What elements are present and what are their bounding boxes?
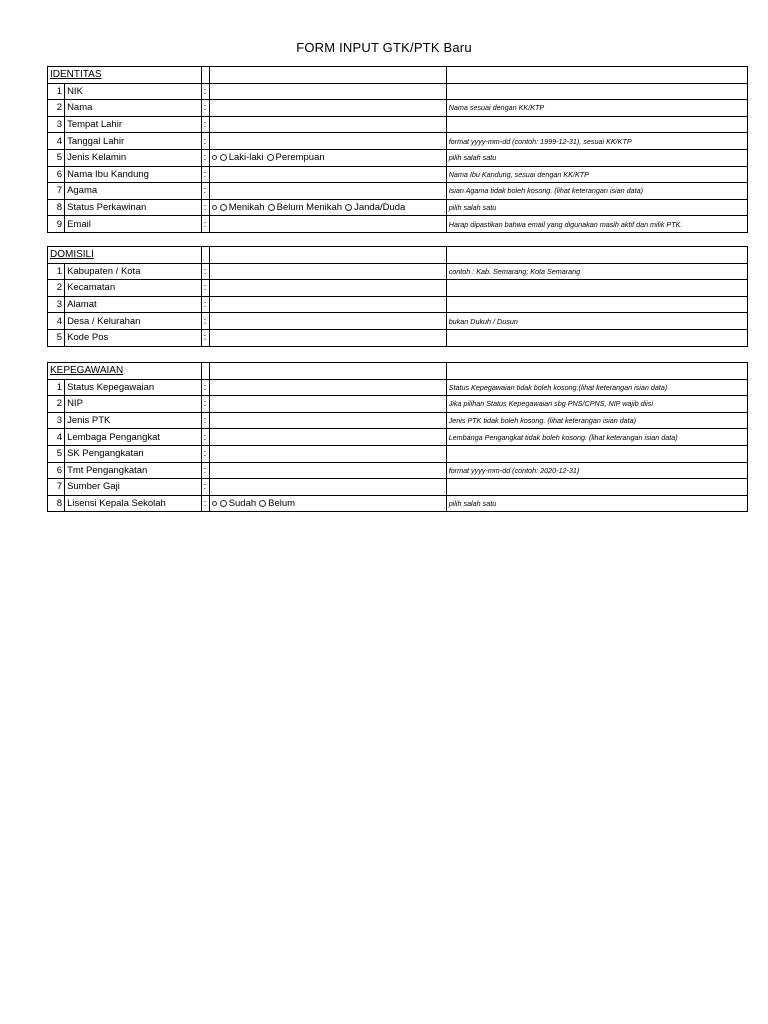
form-title: FORM INPUT GTK/PTK Baru: [296, 40, 472, 55]
colon-separator: :: [201, 149, 209, 166]
field-input-cell[interactable]: [209, 199, 446, 216]
row-number: 2: [48, 280, 65, 297]
row-number: 5: [48, 329, 65, 346]
field-note: pilih salah satu: [446, 495, 747, 512]
row-number: 3: [48, 116, 65, 133]
field-input-cell[interactable]: [209, 166, 446, 183]
field-input-cell[interactable]: [209, 329, 446, 346]
field-label: Status Kepegawaian: [65, 379, 202, 396]
form-row: [48, 100, 748, 117]
row-number: 7: [48, 183, 65, 200]
colon-separator: :: [201, 166, 209, 183]
section-header: KEPEGAWAIAN: [48, 363, 202, 380]
field-input-cell[interactable]: [209, 495, 446, 512]
field-note: [446, 83, 747, 100]
form-row: [48, 149, 748, 166]
colon-separator: :: [201, 296, 209, 313]
colon-separator: :: [201, 183, 209, 200]
colon-separator: :: [201, 429, 209, 446]
section-identitas: [47, 66, 748, 233]
radio-button[interactable]: [345, 204, 352, 211]
field-label: Lembaga Pengangkat: [65, 429, 202, 446]
colon-separator: :: [201, 133, 209, 150]
colon-separator: :: [201, 116, 209, 133]
field-note: Harap dipastikan bahwa email yang digunakan masih aktif dan milik PTK.: [446, 216, 747, 233]
field-input-cell[interactable]: [209, 429, 446, 446]
colon-separator: :: [201, 313, 209, 330]
form-row: [48, 83, 748, 100]
field-note: [446, 296, 747, 313]
row-number: 1: [48, 379, 65, 396]
row-number: 9: [48, 216, 65, 233]
form-row: [48, 396, 748, 413]
field-input-cell[interactable]: [209, 216, 446, 233]
field-label: NIK: [65, 83, 202, 100]
radio-button[interactable]: [267, 154, 274, 161]
field-label: Kabupaten / Kota: [65, 263, 202, 280]
field-input-cell[interactable]: [209, 83, 446, 100]
colon-separator: :: [201, 280, 209, 297]
row-number: 3: [48, 412, 65, 429]
colon-separator: :: [201, 329, 209, 346]
radio-button[interactable]: [220, 154, 227, 161]
field-note: [446, 479, 747, 496]
field-note: pilih salah satu: [446, 149, 747, 166]
field-label: Status Perkawinan: [65, 199, 202, 216]
row-number: 5: [48, 445, 65, 462]
section-header-row: [48, 67, 748, 84]
form-row: [48, 216, 748, 233]
field-note: [446, 445, 747, 462]
section-header-row: [48, 363, 748, 380]
radio-icon: [212, 205, 217, 210]
field-label: Kode Pos: [65, 329, 202, 346]
row-number: 6: [48, 166, 65, 183]
radio-option-label: Menikah: [228, 202, 265, 214]
field-label: SK Pengangkatan: [65, 445, 202, 462]
form-row: [48, 263, 748, 280]
field-input-cell[interactable]: [209, 100, 446, 117]
field-note: [446, 116, 747, 133]
field-label: Sumber Gaji: [65, 479, 202, 496]
row-number: 4: [48, 133, 65, 150]
row-number: 8: [48, 495, 65, 512]
form-row: [48, 462, 748, 479]
radio-button[interactable]: [259, 500, 266, 507]
field-note: Nama Ibu Kandung, sesuai dengan KK/KTP: [446, 166, 747, 183]
field-note: format yyyy-mm-dd (contoh: 1999-12-31), sesuai KK/KTP: [446, 133, 747, 150]
radio-option-label: Perempuan: [275, 152, 325, 164]
form-row: [48, 296, 748, 313]
form-row: [48, 479, 748, 496]
section-header-row: [48, 247, 748, 264]
field-note: Jika pilihan Status Kepegawaian sbg PNS/CPNS, NIP wajib diisi: [446, 396, 747, 413]
form-row: [48, 329, 748, 346]
row-number: 3: [48, 296, 65, 313]
field-label: NIP: [65, 396, 202, 413]
field-label: Desa / Kelurahan: [65, 313, 202, 330]
field-label: Tmt Pengangkatan: [65, 462, 202, 479]
radio-option-label: Belum: [268, 498, 296, 510]
colon-separator: :: [201, 495, 209, 512]
field-label: Email: [65, 216, 202, 233]
form-row: [48, 429, 748, 446]
radio-button[interactable]: [220, 500, 227, 507]
row-number: 2: [48, 396, 65, 413]
field-note: format yyyy-mm-dd (contoh: 2020-12-31): [446, 462, 747, 479]
colon-separator: :: [201, 100, 209, 117]
radio-option-label: Laki-laki: [228, 152, 264, 164]
colon-separator: :: [201, 445, 209, 462]
section-header-colon-cell: [201, 67, 209, 84]
form-row: [48, 133, 748, 150]
form-row: [48, 116, 748, 133]
section-header: DOMISILI: [48, 247, 202, 264]
field-input-cell[interactable]: [209, 149, 446, 166]
colon-separator: :: [201, 263, 209, 280]
field-input-cell[interactable]: [209, 313, 446, 330]
form-row: [48, 313, 748, 330]
field-note: Jenis PTK tidak boleh kosong. (lihat keterangan isian data): [446, 412, 747, 429]
form-row: [48, 445, 748, 462]
radio-option-label: Belum Menikah: [276, 202, 343, 214]
field-label: Tanggal Lahir: [65, 133, 202, 150]
field-label: Kecamatan: [65, 280, 202, 297]
form-row: [48, 183, 748, 200]
field-label: Tempat Lahir: [65, 116, 202, 133]
field-label: Jenis PTK: [65, 412, 202, 429]
colon-separator: :: [201, 379, 209, 396]
row-number: 8: [48, 199, 65, 216]
field-label: Nama: [65, 100, 202, 117]
radio-icon: [212, 501, 217, 506]
field-note: Lembanga Pengangkat tidak boleh kosong. (lihat keterangan isian data): [446, 429, 747, 446]
form-row: [48, 199, 748, 216]
section-header-colon-cell: [201, 247, 209, 264]
field-note: contoh : Kab. Semarang; Kota Semarang: [446, 263, 747, 280]
colon-separator: :: [201, 199, 209, 216]
section-kepegawaian: [47, 362, 748, 512]
row-number: 2: [48, 100, 65, 117]
field-input-cell[interactable]: [209, 116, 446, 133]
field-input-cell[interactable]: [209, 479, 446, 496]
section-header-note-cell: [446, 363, 747, 380]
row-number: 1: [48, 83, 65, 100]
field-label: Agama: [65, 183, 202, 200]
colon-separator: :: [201, 396, 209, 413]
row-number: 1: [48, 263, 65, 280]
field-input-cell[interactable]: [209, 263, 446, 280]
section-header-input-cell: [209, 247, 446, 264]
colon-separator: :: [201, 412, 209, 429]
colon-separator: :: [201, 462, 209, 479]
field-input-cell[interactable]: [209, 379, 446, 396]
section-header-colon-cell: [201, 363, 209, 380]
field-label: Jenis Kelamin: [65, 149, 202, 166]
field-note: [446, 280, 747, 297]
row-number: 4: [48, 313, 65, 330]
row-number: 5: [48, 149, 65, 166]
field-note: [446, 329, 747, 346]
field-input-cell[interactable]: [209, 280, 446, 297]
field-input-cell[interactable]: [209, 133, 446, 150]
radio-icon: [212, 155, 217, 160]
field-input-cell[interactable]: [209, 296, 446, 313]
radio-option-label: Janda/Duda: [354, 202, 406, 214]
radio-button[interactable]: [268, 204, 275, 211]
radio-button[interactable]: [220, 204, 227, 211]
section-domisili: [47, 246, 748, 347]
field-label: Lisensi Kepala Sekolah: [65, 495, 202, 512]
field-input-cell[interactable]: [209, 462, 446, 479]
form-row: [48, 280, 748, 297]
field-note: bukan Dukuh / Dusun: [446, 313, 747, 330]
section-header-input-cell: [209, 67, 446, 84]
form-row: [48, 495, 748, 512]
form-row: [48, 379, 748, 396]
row-number: 7: [48, 479, 65, 496]
field-input-cell[interactable]: [209, 396, 446, 413]
field-label: Nama Ibu Kandung: [65, 166, 202, 183]
row-number: 4: [48, 429, 65, 446]
radio-option-label: Sudah: [228, 498, 257, 510]
field-note: Nama sesuai dengan KK/KTP: [446, 100, 747, 117]
field-note: pilih salah satu: [446, 199, 747, 216]
field-note: Status Kepegawaian tidak boleh kosong.(lihat keterangan isian data): [446, 379, 747, 396]
field-label: Alamat: [65, 296, 202, 313]
field-input-cell[interactable]: [209, 183, 446, 200]
colon-separator: :: [201, 479, 209, 496]
form-row: [48, 166, 748, 183]
field-input-cell[interactable]: [209, 412, 446, 429]
colon-separator: :: [201, 83, 209, 100]
section-header-input-cell: [209, 363, 446, 380]
form-row: [48, 412, 748, 429]
section-header-note-cell: [446, 247, 747, 264]
field-input-cell[interactable]: [209, 445, 446, 462]
section-header: IDENTITAS: [48, 67, 202, 84]
field-note: Isian Agama tidak boleh kosong. (lihat keterangan isian data): [446, 183, 747, 200]
row-number: 6: [48, 462, 65, 479]
section-header-note-cell: [446, 67, 747, 84]
colon-separator: :: [201, 216, 209, 233]
